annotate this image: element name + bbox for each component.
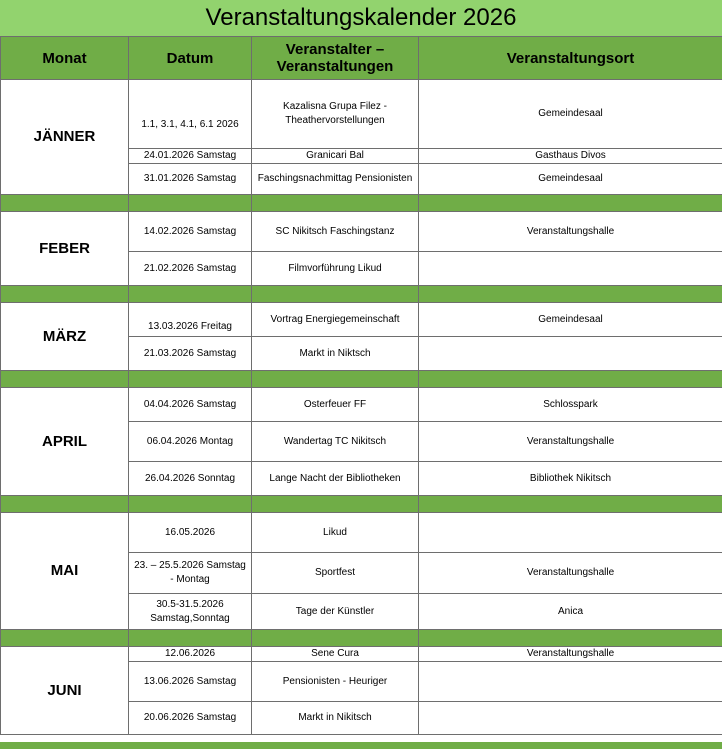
separator-row bbox=[1, 371, 722, 388]
ort-cell bbox=[419, 513, 722, 553]
ort-cell: Gemeindesaal bbox=[419, 80, 722, 149]
veranstaltung-cell: Filmvorführung Likud bbox=[252, 252, 419, 286]
datum-cell: 14.02.2026 Samstag bbox=[129, 212, 252, 252]
veranstaltung-cell: Likud bbox=[252, 513, 419, 553]
table-row bbox=[1, 212, 722, 252]
datum-cell: 12.06.2026 bbox=[129, 647, 252, 662]
month-cell: JUNI bbox=[1, 647, 129, 735]
separator-row bbox=[1, 630, 722, 647]
month-cell: JÄNNER bbox=[1, 80, 129, 195]
veranstaltung-cell: Vortrag Energiegemeinschaft bbox=[252, 303, 419, 337]
month-cell: FEBER bbox=[1, 212, 129, 286]
veranstaltung-cell: Pensionisten - Heuriger bbox=[252, 662, 419, 702]
separator-row bbox=[1, 195, 722, 212]
table-row bbox=[1, 647, 722, 662]
ort-cell bbox=[419, 337, 722, 371]
datum-cell: 13.06.2026 Samstag bbox=[129, 662, 252, 702]
veranstaltung-cell: Sene Cura bbox=[252, 647, 419, 662]
separator-row bbox=[1, 496, 722, 513]
table-row bbox=[1, 303, 722, 337]
separator-row bbox=[1, 286, 722, 303]
veranstaltung-cell: Kazalisna Grupa Filez - Theathervorstellungen bbox=[252, 80, 419, 149]
table-row bbox=[1, 388, 722, 422]
veranstaltung-cell: SC Nikitsch Faschingstanz bbox=[252, 212, 419, 252]
ort-cell bbox=[419, 702, 722, 735]
datum-cell: 06.04.2026 Montag bbox=[129, 422, 252, 462]
veranstaltung-cell: Markt in Niktsch bbox=[252, 337, 419, 371]
ort-cell: Veranstaltungshalle bbox=[419, 553, 722, 594]
event-table bbox=[0, 36, 722, 735]
datum-cell: 13.03.2026 Freitag bbox=[129, 303, 252, 337]
ort-cell: Anica bbox=[419, 594, 722, 630]
month-cell: MÄRZ bbox=[1, 303, 129, 371]
ort-cell: Veranstaltungshalle bbox=[419, 647, 722, 662]
veranstaltung-cell: Lange Nacht der Bibliotheken bbox=[252, 462, 419, 496]
ort-cell: Veranstaltungshalle bbox=[419, 212, 722, 252]
header-veranstalter-line2: Veranstaltungen bbox=[276, 58, 394, 75]
bottom-separator bbox=[0, 742, 722, 749]
ort-cell: Schlosspark bbox=[419, 388, 722, 422]
datum-cell: 21.02.2026 Samstag bbox=[129, 252, 252, 286]
datum-cell: 30.5-31.5.2026 Samstag,Sonntag bbox=[129, 594, 252, 630]
header-ort: Veranstaltungsort bbox=[419, 37, 722, 80]
datum-cell: 23. – 25.5.2026 Samstag - Montag bbox=[129, 553, 252, 594]
header-row bbox=[1, 37, 722, 80]
veranstaltung-cell: Wandertag TC Nikitsch bbox=[252, 422, 419, 462]
ort-cell: Gasthaus Divos bbox=[419, 149, 722, 164]
datum-cell: 21.03.2026 Samstag bbox=[129, 337, 252, 371]
datum-cell: 16.05.2026 bbox=[129, 513, 252, 553]
ort-cell: Veranstaltungshalle bbox=[419, 422, 722, 462]
datum-cell: 24.01.2026 Samstag bbox=[129, 149, 252, 164]
veranstaltung-cell: Markt in Nikitsch bbox=[252, 702, 419, 735]
veranstaltung-cell: Granicari Bal bbox=[252, 149, 419, 164]
month-cell: APRIL bbox=[1, 388, 129, 496]
veranstaltung-cell: Faschingsnachmittag Pensionisten bbox=[252, 164, 419, 195]
datum-cell: 31.01.2026 Samstag bbox=[129, 164, 252, 195]
header-veranstalter bbox=[252, 37, 419, 80]
ort-cell bbox=[419, 662, 722, 702]
veranstaltung-cell: Sportfest bbox=[252, 553, 419, 594]
header-monat: Monat bbox=[1, 37, 129, 80]
datum-cell: 20.06.2026 Samstag bbox=[129, 702, 252, 735]
table-row bbox=[1, 80, 722, 149]
table-row bbox=[1, 513, 722, 553]
month-cell: MAI bbox=[1, 513, 129, 630]
veranstaltung-cell: Tage der Künstler bbox=[252, 594, 419, 630]
datum-cell: 1.1, 3.1, 4.1, 6.1 2026 bbox=[129, 80, 252, 149]
ort-cell: Gemeindesaal bbox=[419, 164, 722, 195]
ort-cell: Gemeindesaal bbox=[419, 303, 722, 337]
header-veranstalter-line1: Veranstalter – bbox=[285, 41, 385, 58]
datum-cell: 04.04.2026 Samstag bbox=[129, 388, 252, 422]
page-title: Veranstaltungskalender 2026 bbox=[0, 0, 722, 37]
veranstaltung-cell: Osterfeuer FF bbox=[252, 388, 419, 422]
ort-cell bbox=[419, 252, 722, 286]
datum-cell: 26.04.2026 Sonntag bbox=[129, 462, 252, 496]
ort-cell: Bibliothek Nikitsch bbox=[419, 462, 722, 496]
header-datum: Datum bbox=[129, 37, 252, 80]
